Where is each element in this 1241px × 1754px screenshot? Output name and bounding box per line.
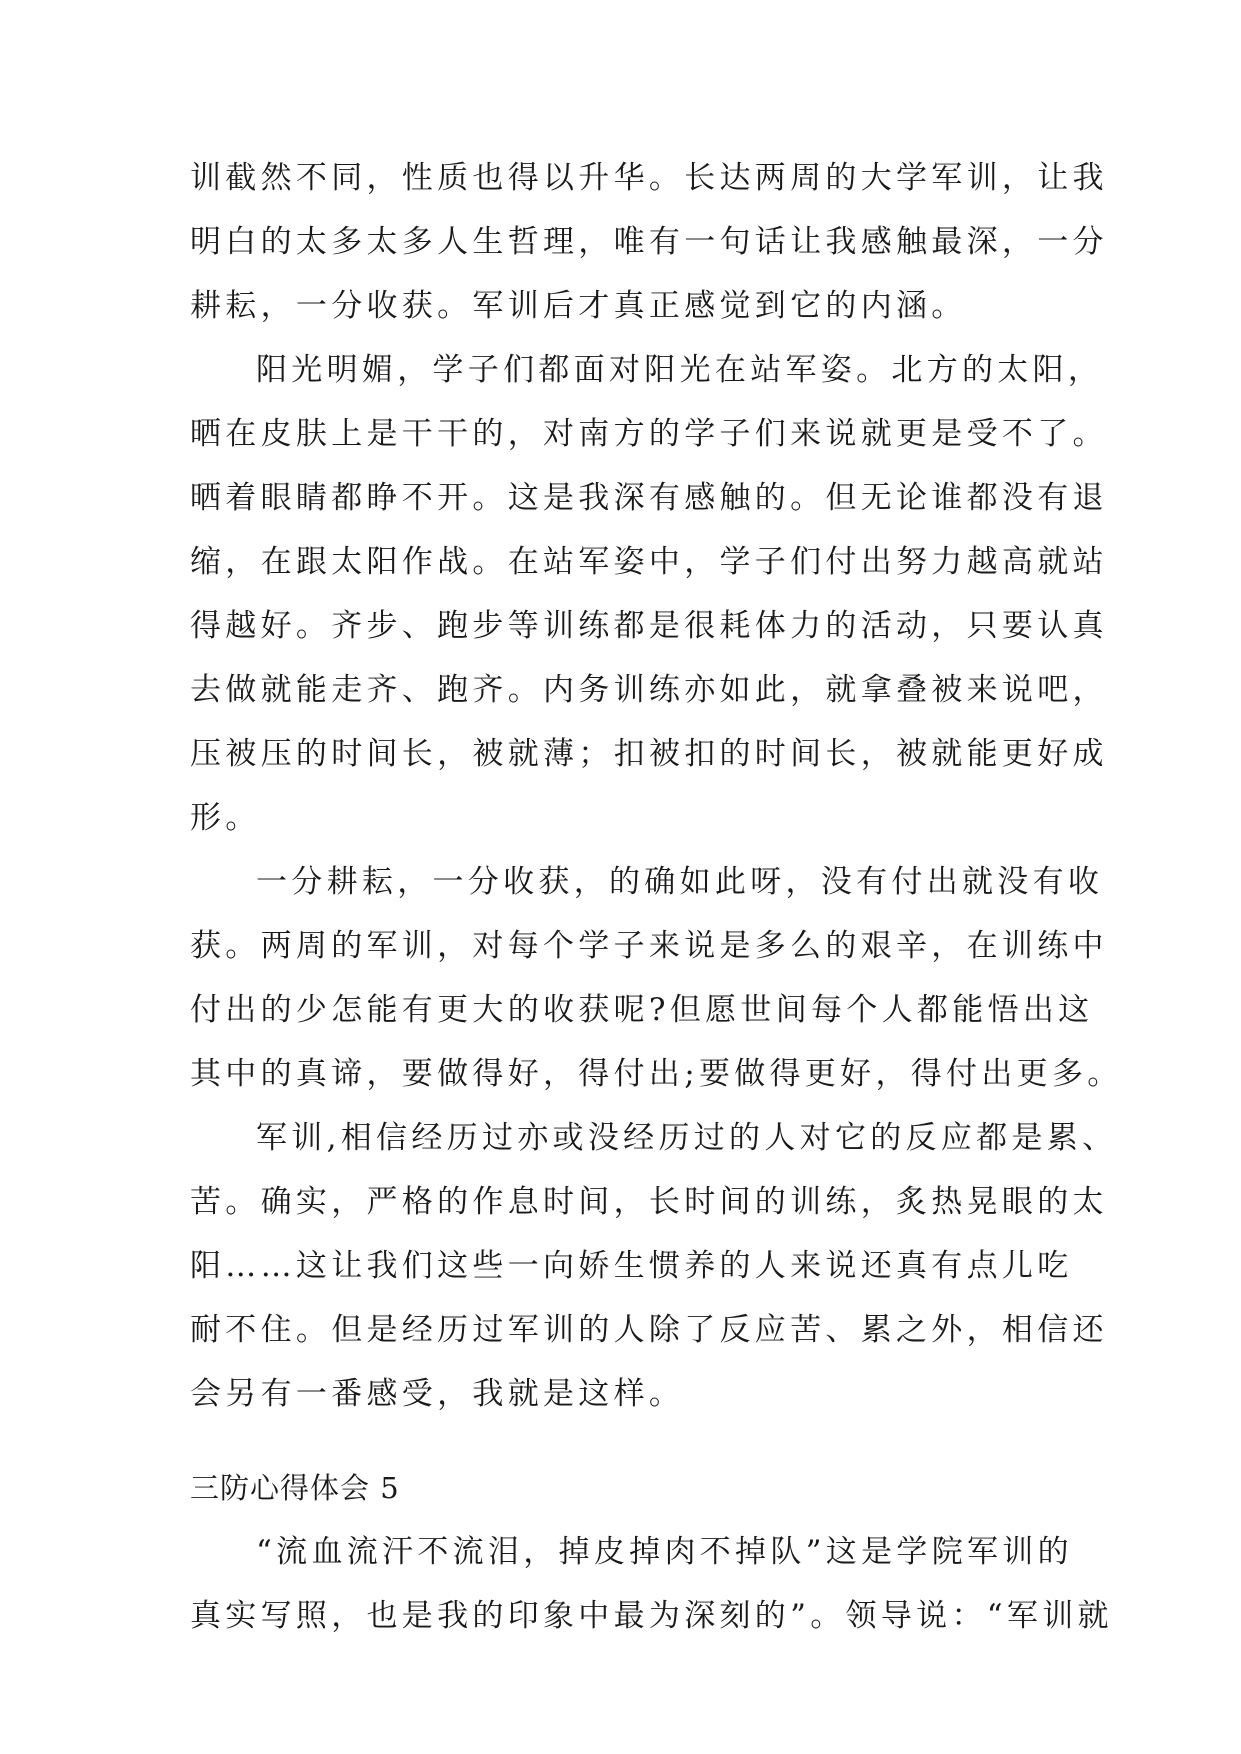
paragraph-line: 去做就能走齐、跑齐。内务训练亦如此，就拿叠被来说吧， — [190, 672, 1108, 708]
paragraph-line: 苦。确实，严格的作息时间，长时间的训练，炙热晃眼的太 — [190, 1184, 1108, 1220]
paragraph-line: 付出的少怎能有更大的收获呢?但愿世间每个人都能悟出这 — [190, 992, 1094, 1028]
paragraph-line: 军训,相信经历过亦或没经历过的人对它的反应都是累、 — [256, 1120, 1118, 1156]
paragraph-line: 晒着眼睛都睁不开。这是我深有感触的。但无论谁都没有退 — [190, 480, 1108, 516]
paragraph-line: 晒在皮肤上是干干的，对南方的学子们来说就更是受不了。 — [190, 416, 1108, 452]
section-heading: 三防心得体会 5 — [190, 1471, 400, 1505]
paragraph-line: 得越好。齐步、跑步等训练都是很耗体力的活动，只要认真 — [190, 608, 1108, 644]
paragraph-line: 获。两周的军训，对每个学子来说是多么的艰辛，在训练中 — [190, 928, 1108, 964]
paragraph-line: 阳……这让我们这些一向娇生惯养的人来说还真有点儿吃 — [190, 1248, 1073, 1284]
paragraph-line: “流血流汗不流泪，掉皮掉肉不掉队”这是学院军训的 — [256, 1534, 1073, 1570]
paragraph-line: 会另有一番感受，我就是这样。 — [190, 1376, 685, 1412]
paragraph-line: 一分耕耘，一分收获，的确如此呀，没有付出就没有收 — [256, 864, 1104, 900]
paragraph-line: 阳光明媚，学子们都面对阳光在站军姿。北方的太阳， — [256, 352, 1104, 388]
paragraph-line: 形。 — [190, 800, 261, 836]
paragraph-line: 其中的真谛，要做得好，得付出;要做得更好，得付出更多。 — [190, 1056, 1123, 1092]
paragraph-line: 耕耘，一分收获。军训后才真正感觉到它的内涵。 — [190, 288, 967, 324]
paragraph-line: 真实写照，也是我的印象中最为深刻的”。领导说：“军训就 — [190, 1598, 1113, 1634]
paragraph-line: 训截然不同，性质也得以升华。长达两周的大学军训，让我 — [190, 160, 1108, 196]
paragraph-line: 压被压的时间长，被就薄；扣被扣的时间长，被就能更好成 — [190, 736, 1108, 772]
paragraph-line: 缩，在跟太阳作战。在站军姿中，学子们付出努力越高就站 — [190, 544, 1108, 580]
paragraph-line: 耐不住。但是经历过军训的人除了反应苦、累之外，相信还 — [190, 1312, 1108, 1348]
paragraph-line: 明白的太多太多人生哲理，唯有一句话让我感触最深，一分 — [190, 224, 1108, 260]
